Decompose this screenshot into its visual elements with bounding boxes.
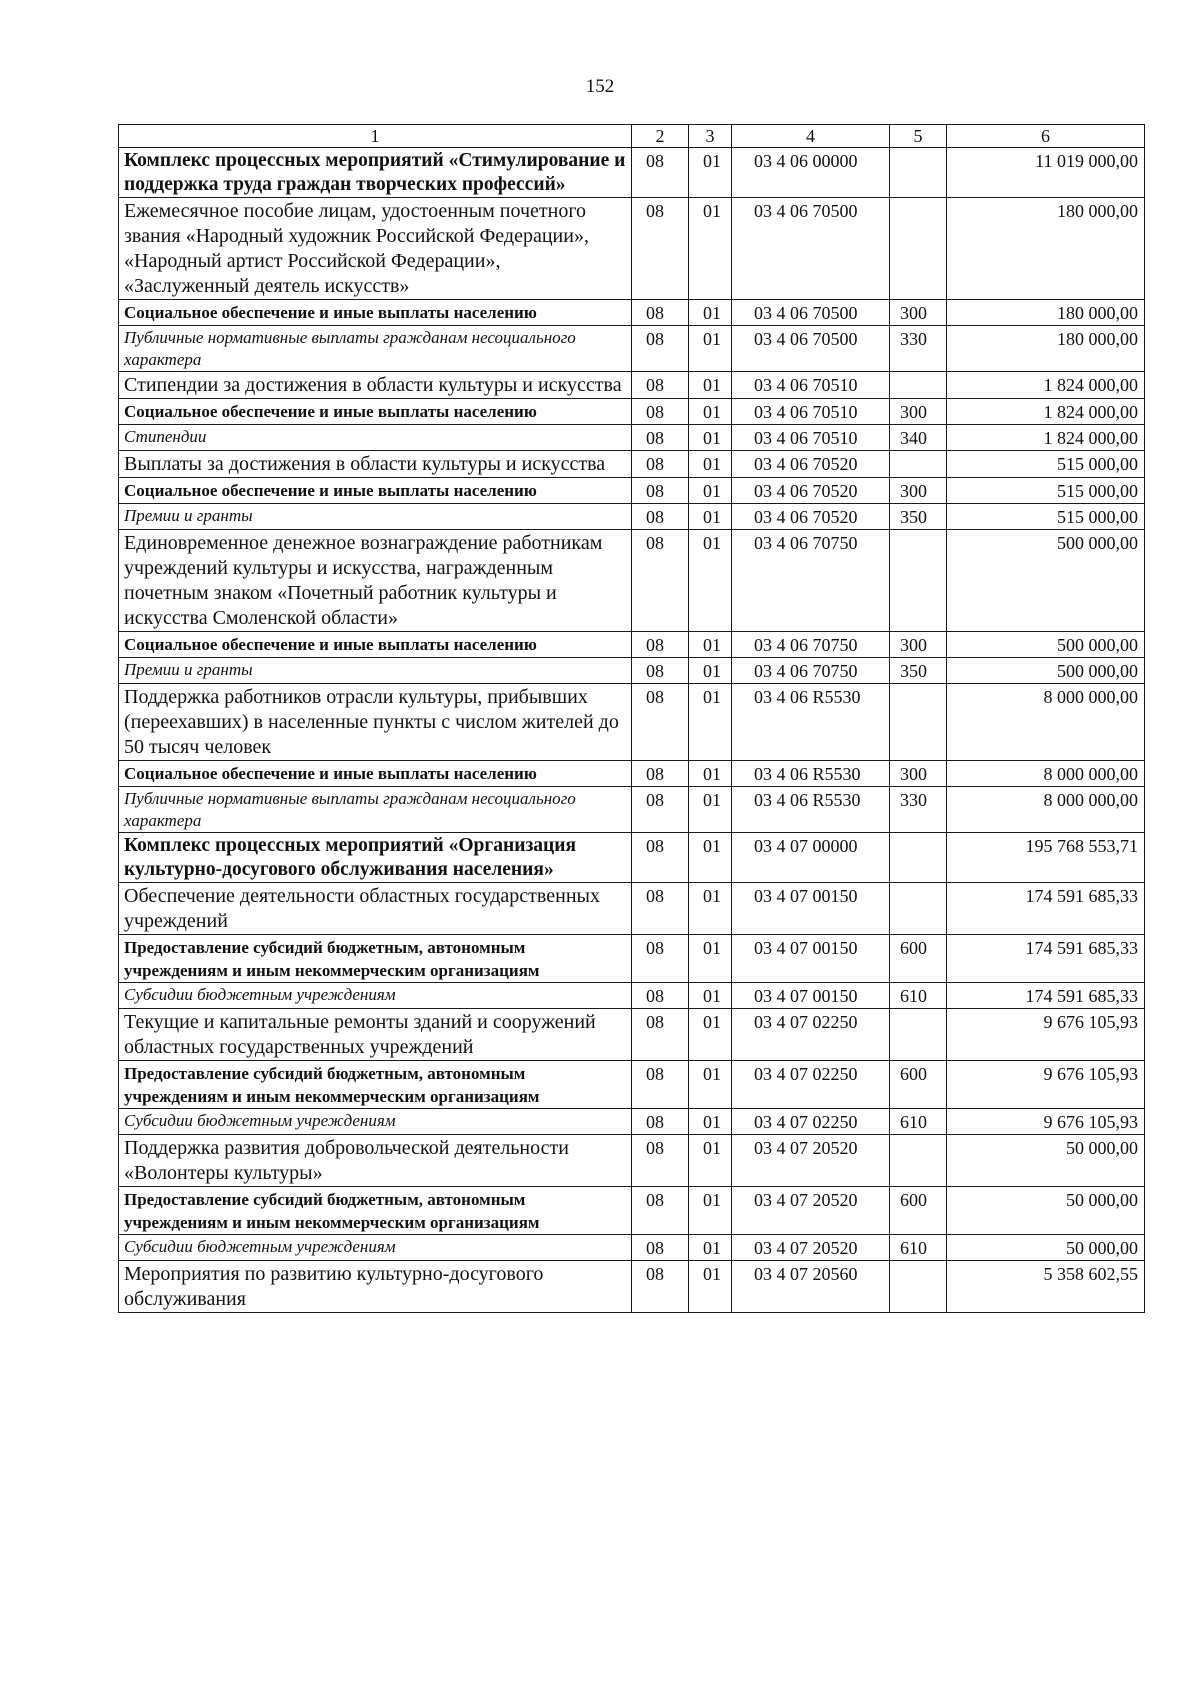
row-section-cell: 08 bbox=[632, 1109, 689, 1135]
row-name-cell: Выплаты за достижения в области культуры и искусства bbox=[119, 451, 632, 478]
row-subsection-cell: 01 bbox=[689, 632, 732, 658]
row-name-cell: Ежемесячное пособие лицам, удостоенным почетного звания «Народный художник Российской Федерации», «Народный артист Российской Федерации», «Заслуженный деятель искусств» bbox=[119, 198, 632, 300]
row-vr-cell bbox=[890, 530, 947, 632]
row-subsection-cell: 01 bbox=[689, 300, 732, 326]
row-amount-cell: 500 000,00 bbox=[947, 632, 1145, 658]
row-name-cell: Предоставление субсидий бюджетным, автономным учреждениям и иным некоммерческим организациям bbox=[119, 935, 632, 983]
table-row bbox=[119, 148, 1145, 198]
row-subsection-cell: 01 bbox=[689, 425, 732, 451]
row-amount-cell: 9 676 105,93 bbox=[947, 1009, 1145, 1061]
row-csr-cell: 03 4 07 02250 bbox=[732, 1109, 890, 1135]
row-csr-cell: 03 4 06 70510 bbox=[732, 425, 890, 451]
budget-table bbox=[118, 124, 1145, 1313]
row-name-cell: Текущие и капитальные ремонты зданий и сооружений областных государственных учреждений bbox=[119, 1009, 632, 1061]
table-row bbox=[119, 1235, 1145, 1261]
row-subsection-cell: 01 bbox=[689, 1261, 732, 1313]
row-amount-cell: 8 000 000,00 bbox=[947, 761, 1145, 787]
row-name-cell: Субсидии бюджетным учреждениям bbox=[119, 983, 632, 1009]
table-row bbox=[119, 658, 1145, 684]
row-section-cell: 08 bbox=[632, 1061, 689, 1109]
row-csr-cell: 03 4 06 70750 bbox=[732, 530, 890, 632]
row-subsection-cell: 01 bbox=[689, 372, 732, 399]
row-subsection-cell: 01 bbox=[689, 148, 732, 198]
row-csr-cell: 03 4 07 20520 bbox=[732, 1135, 890, 1187]
row-name-cell: Публичные нормативные выплаты гражданам несоциального характера bbox=[119, 326, 632, 372]
row-section-cell: 08 bbox=[632, 684, 689, 761]
row-subsection-cell: 01 bbox=[689, 658, 732, 684]
row-vr-cell: 600 bbox=[890, 1061, 947, 1109]
row-name-cell: Комплекс процессных мероприятий «Стимулирование и поддержка труда граждан творческих профессий» bbox=[119, 148, 632, 198]
row-vr-cell: 610 bbox=[890, 983, 947, 1009]
row-name-cell: Предоставление субсидий бюджетным, автономным учреждениям и иным некоммерческим организациям bbox=[119, 1187, 632, 1235]
row-subsection-cell: 01 bbox=[689, 833, 732, 883]
page-number: 152 bbox=[585, 76, 615, 97]
row-csr-cell: 03 4 07 02250 bbox=[732, 1009, 890, 1061]
row-name-cell: Единовременное денежное вознаграждение работникам учреждений культуры и искусства, награжденным почетным знаком «Почетный работник культуры и искусства Смоленской области» bbox=[119, 530, 632, 632]
row-vr-cell: 340 bbox=[890, 425, 947, 451]
row-amount-cell: 515 000,00 bbox=[947, 451, 1145, 478]
row-name-cell: Обеспечение деятельности областных государственных учреждений bbox=[119, 883, 632, 935]
row-section-cell: 08 bbox=[632, 148, 689, 198]
row-csr-cell: 03 4 07 20520 bbox=[732, 1235, 890, 1261]
row-csr-cell: 03 4 07 20560 bbox=[732, 1261, 890, 1313]
row-vr-cell: 610 bbox=[890, 1109, 947, 1135]
row-subsection-cell: 01 bbox=[689, 1109, 732, 1135]
row-csr-cell: 03 4 06 70500 bbox=[732, 326, 890, 372]
row-csr-cell: 03 4 06 70520 bbox=[732, 451, 890, 478]
table-row bbox=[119, 326, 1145, 372]
table-row bbox=[119, 761, 1145, 787]
row-amount-cell: 180 000,00 bbox=[947, 198, 1145, 300]
header-col-2: 2 bbox=[632, 125, 689, 148]
row-csr-cell: 03 4 06 70510 bbox=[732, 372, 890, 399]
row-subsection-cell: 01 bbox=[689, 399, 732, 425]
row-section-cell: 08 bbox=[632, 399, 689, 425]
row-section-cell: 08 bbox=[632, 451, 689, 478]
row-subsection-cell: 01 bbox=[689, 451, 732, 478]
row-csr-cell: 03 4 06 R5530 bbox=[732, 761, 890, 787]
table-row bbox=[119, 1009, 1145, 1061]
table-row bbox=[119, 1135, 1145, 1187]
row-section-cell: 08 bbox=[632, 833, 689, 883]
table-row bbox=[119, 451, 1145, 478]
table-row bbox=[119, 478, 1145, 504]
row-subsection-cell: 01 bbox=[689, 530, 732, 632]
row-csr-cell: 03 4 06 00000 bbox=[732, 148, 890, 198]
row-subsection-cell: 01 bbox=[689, 1235, 732, 1261]
row-section-cell: 08 bbox=[632, 935, 689, 983]
row-amount-cell: 174 591 685,33 bbox=[947, 983, 1145, 1009]
row-name-cell: Социальное обеспечение и иные выплаты населению bbox=[119, 632, 632, 658]
row-amount-cell: 180 000,00 bbox=[947, 326, 1145, 372]
row-subsection-cell: 01 bbox=[689, 1135, 732, 1187]
row-vr-cell: 300 bbox=[890, 478, 947, 504]
row-name-cell: Мероприятия по развитию культурно-досугового обслуживания bbox=[119, 1261, 632, 1313]
row-amount-cell: 8 000 000,00 bbox=[947, 684, 1145, 761]
row-vr-cell bbox=[890, 684, 947, 761]
row-subsection-cell: 01 bbox=[689, 326, 732, 372]
row-vr-cell: 300 bbox=[890, 761, 947, 787]
row-csr-cell: 03 4 06 70520 bbox=[732, 478, 890, 504]
row-name-cell: Социальное обеспечение и иные выплаты населению bbox=[119, 478, 632, 504]
row-csr-cell: 03 4 06 70500 bbox=[732, 300, 890, 326]
table-row bbox=[119, 935, 1145, 983]
row-section-cell: 08 bbox=[632, 504, 689, 530]
row-name-cell: Стипендии bbox=[119, 425, 632, 451]
header-col-6: 6 bbox=[947, 125, 1145, 148]
row-subsection-cell: 01 bbox=[689, 684, 732, 761]
row-amount-cell: 50 000,00 bbox=[947, 1235, 1145, 1261]
row-name-cell: Стипендии за достижения в области культуры и искусства bbox=[119, 372, 632, 399]
table-row bbox=[119, 399, 1145, 425]
row-name-cell: Предоставление субсидий бюджетным, автономным учреждениям и иным некоммерческим организациям bbox=[119, 1061, 632, 1109]
row-section-cell: 08 bbox=[632, 478, 689, 504]
header-col-1: 1 bbox=[119, 125, 632, 148]
table-row bbox=[119, 1187, 1145, 1235]
table-row bbox=[119, 833, 1145, 883]
row-csr-cell: 03 4 07 00150 bbox=[732, 935, 890, 983]
row-section-cell: 08 bbox=[632, 787, 689, 833]
row-amount-cell: 500 000,00 bbox=[947, 530, 1145, 632]
table-row bbox=[119, 883, 1145, 935]
row-csr-cell: 03 4 06 70510 bbox=[732, 399, 890, 425]
table-row bbox=[119, 787, 1145, 833]
row-vr-cell: 300 bbox=[890, 399, 947, 425]
row-subsection-cell: 01 bbox=[689, 1009, 732, 1061]
row-vr-cell bbox=[890, 883, 947, 935]
row-vr-cell: 330 bbox=[890, 787, 947, 833]
row-subsection-cell: 01 bbox=[689, 504, 732, 530]
row-name-cell: Поддержка работников отрасли культуры, прибывших (переехавших) в населенные пункты с числом жителей до 50 тысяч человек bbox=[119, 684, 632, 761]
table-row bbox=[119, 1109, 1145, 1135]
row-section-cell: 08 bbox=[632, 372, 689, 399]
row-csr-cell: 03 4 07 20520 bbox=[732, 1187, 890, 1235]
table-row bbox=[119, 300, 1145, 326]
row-vr-cell bbox=[890, 1009, 947, 1061]
row-amount-cell: 50 000,00 bbox=[947, 1187, 1145, 1235]
row-name-cell: Публичные нормативные выплаты гражданам несоциального характера bbox=[119, 787, 632, 833]
row-name-cell: Премии и гранты bbox=[119, 658, 632, 684]
row-name-cell: Социальное обеспечение и иные выплаты населению bbox=[119, 399, 632, 425]
row-vr-cell: 330 bbox=[890, 326, 947, 372]
table-body bbox=[119, 125, 1145, 1313]
row-vr-cell: 610 bbox=[890, 1235, 947, 1261]
row-amount-cell: 1 824 000,00 bbox=[947, 399, 1145, 425]
row-subsection-cell: 01 bbox=[689, 478, 732, 504]
row-section-cell: 08 bbox=[632, 761, 689, 787]
row-vr-cell: 300 bbox=[890, 632, 947, 658]
table-header-row bbox=[119, 125, 1145, 148]
row-name-cell: Поддержка развития добровольческой деятельности «Волонтеры культуры» bbox=[119, 1135, 632, 1187]
row-name-cell: Социальное обеспечение и иные выплаты населению bbox=[119, 300, 632, 326]
row-csr-cell: 03 4 06 70520 bbox=[732, 504, 890, 530]
row-amount-cell: 195 768 553,71 bbox=[947, 833, 1145, 883]
row-section-cell: 08 bbox=[632, 198, 689, 300]
row-section-cell: 08 bbox=[632, 300, 689, 326]
row-csr-cell: 03 4 07 00150 bbox=[732, 883, 890, 935]
row-amount-cell: 515 000,00 bbox=[947, 478, 1145, 504]
table-row bbox=[119, 983, 1145, 1009]
table-row bbox=[119, 1261, 1145, 1313]
row-csr-cell: 03 4 07 00150 bbox=[732, 983, 890, 1009]
row-name-cell: Комплекс процессных мероприятий «Организация культурно-досугового обслуживания населения» bbox=[119, 833, 632, 883]
row-vr-cell: 350 bbox=[890, 504, 947, 530]
row-csr-cell: 03 4 06 R5530 bbox=[732, 787, 890, 833]
row-csr-cell: 03 4 06 70750 bbox=[732, 658, 890, 684]
row-subsection-cell: 01 bbox=[689, 198, 732, 300]
header-col-3: 3 bbox=[689, 125, 732, 148]
row-subsection-cell: 01 bbox=[689, 1187, 732, 1235]
row-vr-cell bbox=[890, 372, 947, 399]
table-row bbox=[119, 684, 1145, 761]
row-section-cell: 08 bbox=[632, 530, 689, 632]
row-section-cell: 08 bbox=[632, 1261, 689, 1313]
row-vr-cell bbox=[890, 451, 947, 478]
row-vr-cell bbox=[890, 1135, 947, 1187]
row-vr-cell bbox=[890, 1261, 947, 1313]
row-section-cell: 08 bbox=[632, 1135, 689, 1187]
table-row bbox=[119, 198, 1145, 300]
row-vr-cell bbox=[890, 833, 947, 883]
row-section-cell: 08 bbox=[632, 1009, 689, 1061]
row-section-cell: 08 bbox=[632, 326, 689, 372]
row-vr-cell: 600 bbox=[890, 935, 947, 983]
row-amount-cell: 500 000,00 bbox=[947, 658, 1145, 684]
row-subsection-cell: 01 bbox=[689, 883, 732, 935]
row-amount-cell: 1 824 000,00 bbox=[947, 425, 1145, 451]
table-row bbox=[119, 504, 1145, 530]
row-subsection-cell: 01 bbox=[689, 983, 732, 1009]
row-amount-cell: 180 000,00 bbox=[947, 300, 1145, 326]
row-section-cell: 08 bbox=[632, 425, 689, 451]
row-subsection-cell: 01 bbox=[689, 1061, 732, 1109]
header-col-4: 4 bbox=[732, 125, 890, 148]
row-amount-cell: 174 591 685,33 bbox=[947, 883, 1145, 935]
table-row bbox=[119, 425, 1145, 451]
row-subsection-cell: 01 bbox=[689, 787, 732, 833]
row-amount-cell: 9 676 105,93 bbox=[947, 1061, 1145, 1109]
table-row bbox=[119, 1061, 1145, 1109]
row-amount-cell: 515 000,00 bbox=[947, 504, 1145, 530]
row-csr-cell: 03 4 06 70500 bbox=[732, 198, 890, 300]
row-vr-cell bbox=[890, 198, 947, 300]
row-subsection-cell: 01 bbox=[689, 935, 732, 983]
row-vr-cell bbox=[890, 148, 947, 198]
row-vr-cell: 600 bbox=[890, 1187, 947, 1235]
row-section-cell: 08 bbox=[632, 1235, 689, 1261]
row-name-cell: Социальное обеспечение и иные выплаты населению bbox=[119, 761, 632, 787]
row-csr-cell: 03 4 06 R5530 bbox=[732, 684, 890, 761]
row-section-cell: 08 bbox=[632, 983, 689, 1009]
row-amount-cell: 9 676 105,93 bbox=[947, 1109, 1145, 1135]
row-csr-cell: 03 4 07 00000 bbox=[732, 833, 890, 883]
row-csr-cell: 03 4 06 70750 bbox=[732, 632, 890, 658]
row-section-cell: 08 bbox=[632, 632, 689, 658]
row-section-cell: 08 bbox=[632, 883, 689, 935]
row-name-cell: Субсидии бюджетным учреждениям bbox=[119, 1109, 632, 1135]
table-row bbox=[119, 530, 1145, 632]
row-amount-cell: 1 824 000,00 bbox=[947, 372, 1145, 399]
row-amount-cell: 50 000,00 bbox=[947, 1135, 1145, 1187]
row-section-cell: 08 bbox=[632, 1187, 689, 1235]
table-row bbox=[119, 372, 1145, 399]
row-amount-cell: 174 591 685,33 bbox=[947, 935, 1145, 983]
row-subsection-cell: 01 bbox=[689, 761, 732, 787]
row-vr-cell: 300 bbox=[890, 300, 947, 326]
table-row bbox=[119, 632, 1145, 658]
row-csr-cell: 03 4 07 02250 bbox=[732, 1061, 890, 1109]
header-col-5: 5 bbox=[890, 125, 947, 148]
row-amount-cell: 8 000 000,00 bbox=[947, 787, 1145, 833]
row-vr-cell: 350 bbox=[890, 658, 947, 684]
row-name-cell: Субсидии бюджетным учреждениям bbox=[119, 1235, 632, 1261]
row-section-cell: 08 bbox=[632, 658, 689, 684]
row-amount-cell: 11 019 000,00 bbox=[947, 148, 1145, 198]
row-name-cell: Премии и гранты bbox=[119, 504, 632, 530]
row-amount-cell: 5 358 602,55 bbox=[947, 1261, 1145, 1313]
